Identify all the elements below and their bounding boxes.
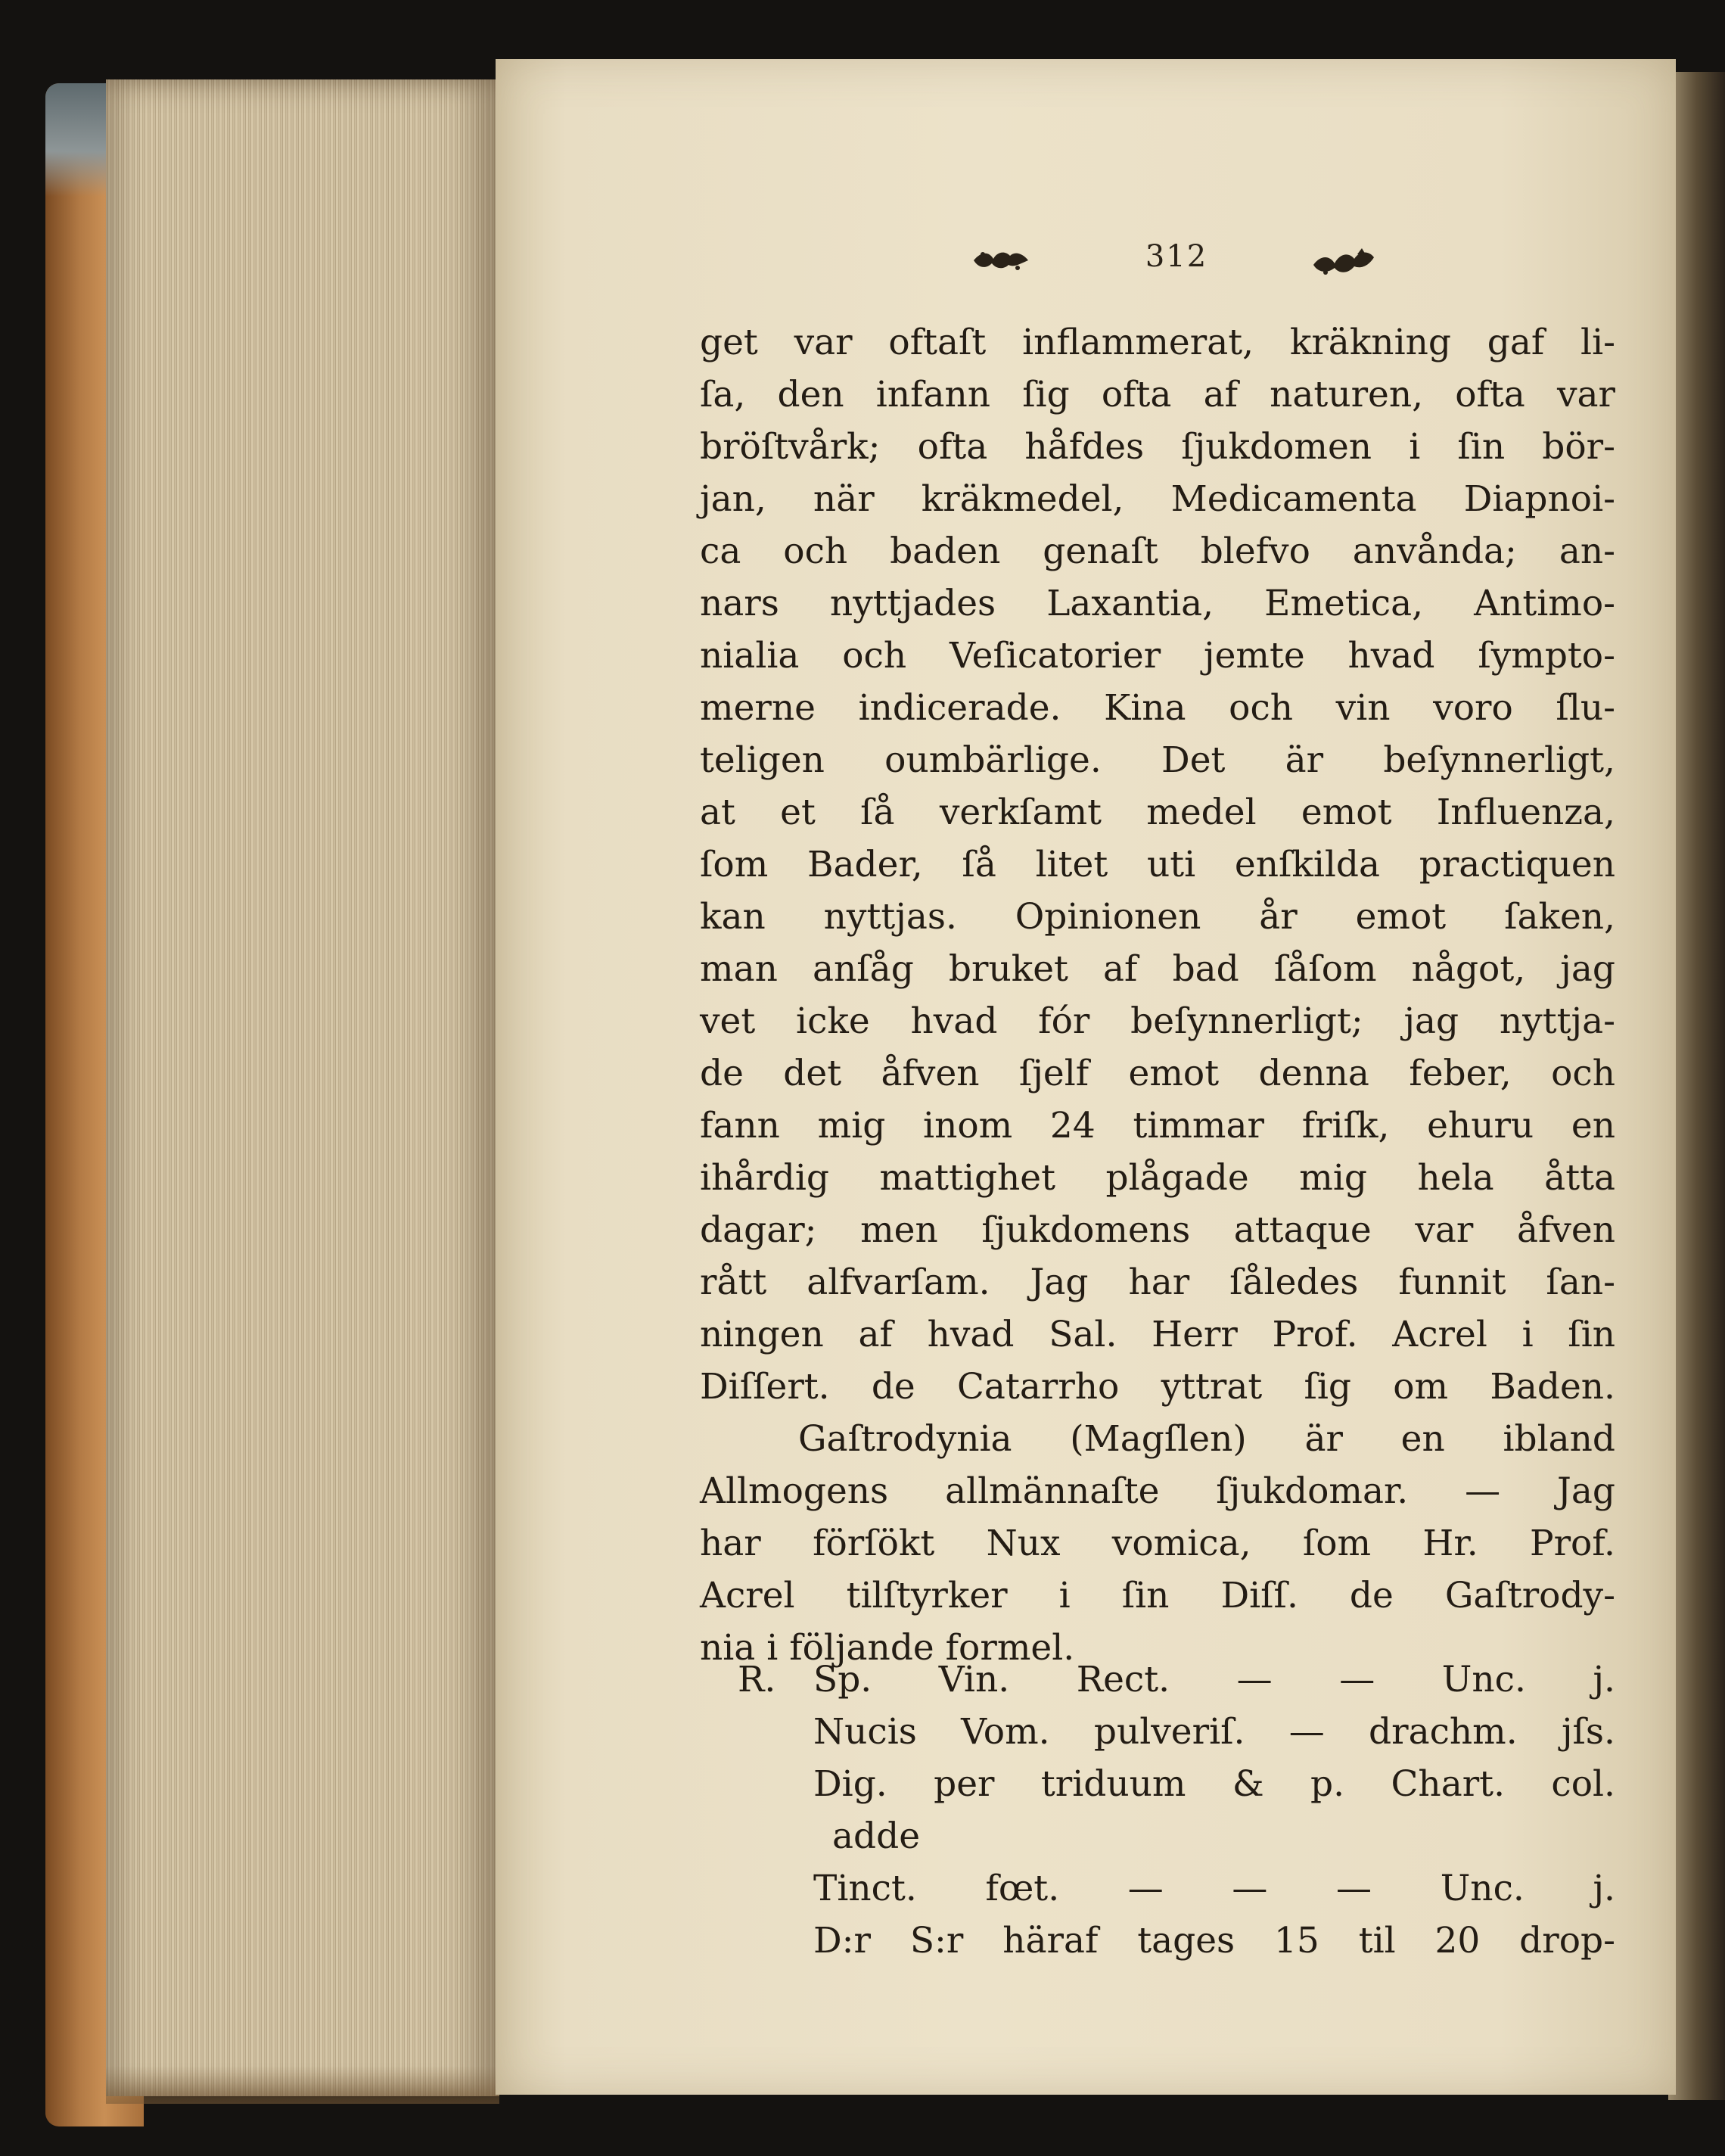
- page-block-shadow: [106, 2066, 499, 2104]
- text-line: teligen oumbärlige. Det är beſynnerligt,: [700, 739, 1615, 781]
- text-line: nia i följande formel.: [700, 1627, 1075, 1669]
- recipe-text: adde: [832, 1815, 921, 1857]
- text-line: vet icke hvad fór beſynnerligt; jag nyttja-: [700, 1000, 1615, 1042]
- recipe-line: [700, 1654, 1615, 1706]
- text-line: rått alfvarſam. Jag har ſåledes funnit ſan-: [700, 1262, 1615, 1303]
- recipe-text: D:r S:r häraf tages 15 til 20 drop-: [813, 1920, 1615, 1962]
- body-text: [700, 316, 1615, 1674]
- text-line: har förſökt Nux vomica, ſom Hr. Prof.: [700, 1523, 1615, 1564]
- text-line: jan, när kräkmedel, Medicamenta Diapnoi-: [700, 478, 1615, 520]
- text-line: kan nyttjas. Opinionen år emot ſaken,: [700, 896, 1615, 938]
- text-line: Acrel tilſtyrker i ſin Diſſ. de Gaſtrody-: [700, 1575, 1615, 1616]
- page-number: 312: [1145, 239, 1208, 274]
- text-line: man anſåg bruket af bad ſåſom något, jag: [700, 948, 1615, 990]
- recipe-line: [700, 1915, 1615, 1967]
- text-line: ningen af hvad Sal. Herr Prof. Acrel i ſin: [700, 1314, 1615, 1355]
- text-line: nars nyttjades Laxantia, Emetica, Antimo-: [700, 583, 1615, 624]
- recipe-line: [700, 1810, 1615, 1862]
- recipe-text: Tinct. fœt. — — — Unc. j.: [813, 1868, 1615, 1909]
- text-line: get var oftaſt inflammerat, kräkning gaf li-: [700, 322, 1615, 363]
- text-line: ihårdig mattighet plågade mig hela åtta: [700, 1157, 1615, 1199]
- fleuron-left-icon: [971, 245, 1031, 275]
- recipe-formula: [700, 1654, 1615, 1967]
- page-gutter-shadow: [1668, 72, 1725, 2100]
- text-line: merne indicerade. Kina och vin voro ſlu-: [700, 687, 1615, 729]
- recipe-text: Dig. per triduum & p. Chart. col.: [813, 1763, 1615, 1805]
- text-line: Diſſert. de Catarrho yttrat ſig om Baden.: [700, 1366, 1615, 1408]
- running-head: [496, 239, 1676, 292]
- text-line: at et ſå verkſamt medel emot Influenza,: [700, 792, 1615, 833]
- text-line: ca och baden genaſt blefvo anvånda; an-: [700, 530, 1615, 572]
- text-line: nialia och Veſicatorier jemte hvad ſympto-: [700, 635, 1615, 677]
- text-line: Gaſtrodynia (Magſlen) är en ibland: [798, 1418, 1615, 1460]
- book-page: [496, 59, 1676, 2095]
- text-line: bröſtvårk; ofta håfdes ſjukdomen i ſin bör-: [700, 426, 1615, 468]
- recipe-symbol: R.: [738, 1659, 776, 1700]
- fleuron-right-icon: [1309, 245, 1377, 278]
- recipe-line: [700, 1862, 1615, 1915]
- text-line: ſa, den infann ſig ofta af naturen, ofta var: [700, 374, 1615, 415]
- recipe-text: Nucis Vom. pulveriſ. — drachm. jſs.: [813, 1711, 1615, 1753]
- recipe-line: [700, 1758, 1615, 1810]
- text-line: dagar; men ſjukdomens attaque var åfven: [700, 1209, 1615, 1251]
- recipe-line: [700, 1706, 1615, 1758]
- recipe-text: Sp. Vin. Rect. — — Unc. j.: [813, 1659, 1615, 1700]
- page-block-edges: [106, 79, 499, 2096]
- text-line: Allmogens allmännaſte ſjukdomar. — Jag: [700, 1470, 1615, 1512]
- text-line: ſom Bader, ſå litet uti enſkilda practiquen: [700, 844, 1615, 885]
- text-line: de det åfven ſjelf emot denna feber, och: [700, 1053, 1615, 1094]
- text-line: fann mig inom 24 timmar friſk, ehuru en: [700, 1105, 1615, 1146]
